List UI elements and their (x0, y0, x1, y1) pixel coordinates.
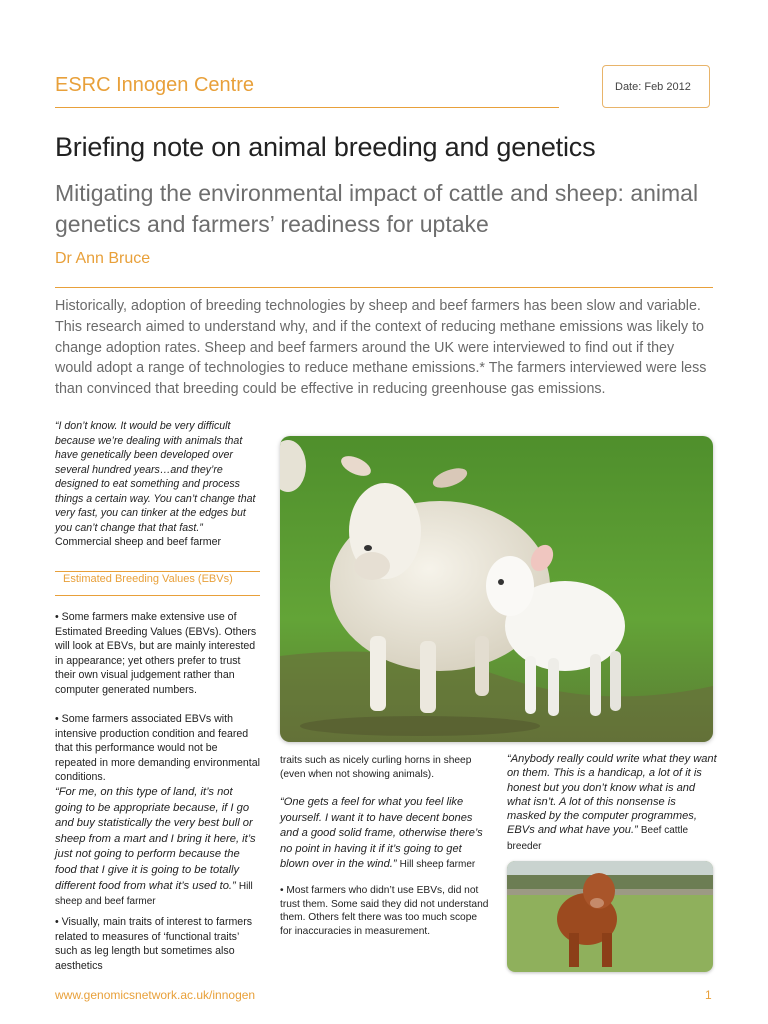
date-label: Date: Feb 2012 (615, 80, 691, 93)
author-name: Dr Ann Bruce (55, 250, 151, 267)
sheep-and-lamb-photo (280, 436, 713, 742)
page-title: Briefing note on animal breeding and genetics (55, 132, 596, 162)
centre-name: ESRC Innogen Centre (55, 74, 255, 96)
traits-continuation: traits such as nicely curling horns in sheep (even when not showing animals). (280, 755, 472, 780)
bull-photo (507, 861, 713, 972)
ebv-bullet-4: • Most farmers who didn’t use EBVs, did not trust them. Some said they did not understand them. Others felt there was too much scope for inaccuracies in measurement. (280, 885, 489, 937)
farmer-quote-1 (55, 419, 260, 550)
farmer-quote-3 (280, 795, 490, 873)
quote-1-text: “I don’t know. It would be very difficult because we’re dealing with animals that have genetically been developed over several hundred years…and they’re designed to eat something and process things a certain way. You can’t change that very fast, you can tinker at the edges but you can’t change that that fast.” (55, 420, 256, 534)
ebv-heading-rule-top (55, 571, 260, 572)
footer-url[interactable]: www.genomicsnetwork.ac.uk/innogen (55, 988, 256, 1002)
ebv-bullet-1: • Some farmers make extensive use of Estimated Breeding Values (EBVs). Others will look at EBVs, but are mainly interested in appearance; yet others prefer to trust their own visual judgement rather than computer generated numbers. (55, 611, 257, 696)
ebv-bullet-2: • Some farmers associated EBVs with intensive production condition and feared that this performance would not be repeated in more demanding environmental conditions. (55, 713, 260, 783)
ebv-section-heading: Estimated Breeding Values (EBVs) (63, 573, 233, 585)
quote-4-text: “Anybody really could write what they want on them. This is a handicap, a lot of it is honest but you don’t know what is and what isn’t. A lot of this nonsense is masked by the computer programmes, EBVs and what have you.” (507, 753, 717, 837)
farmer-quote-2 (55, 785, 260, 910)
header-divider (55, 107, 559, 108)
quote-2-text: “For me, on this type of land, it’s not going to be appropriate because, if I go and buy statistically the very best bull or sheep from a mart and I bring it here, it’s just not going to perform because the food that I give it is going to be totally different food from what it’s used to.” (55, 786, 256, 892)
ebv-bullet-3: • Visually, main traits of interest to farmers related to measures of ‘functional traits’ such as leg length but sometimes also aesthetics (55, 916, 253, 972)
quote-2-attribution: Hill sheep and beef farmer (55, 880, 253, 908)
ebv-heading-rule-bottom (55, 595, 260, 596)
intro-paragraph: Historically, adoption of breeding technologies by sheep and beef farmers has been slow and variable. This research aimed to understand why, and if the context of reducing methane emissions was likely to change adoption rates. Sheep and beef farmers around the UK were interviewed to find out if they would adopt a range of technologies to reduce methane emissions.* The farmers interviewed were less than convinced that breeding could be effective in reducing greenhouse gas emissions. (55, 298, 707, 398)
page-subtitle: Mitigating the environmental impact of cattle and sheep: animal genetics and farmers’ readiness for uptake (55, 180, 699, 237)
date-box (602, 65, 710, 108)
quote-1-attribution: Commercial sheep and beef farmer (55, 536, 222, 548)
page-number: 1 (705, 988, 712, 1002)
farmer-quote-4 (507, 752, 717, 854)
quote-4-attribution: Beef cattle breeder (507, 825, 689, 852)
intro-divider (55, 287, 713, 288)
quote-3-text: “One gets a feel for what you feel like yourself. I want it to have decent bones and a good solid frame, otherwise there’s no point in having it if it’s going to get blown over in the wind.” (280, 796, 483, 870)
quote-3-attribution: Hill sheep farmer (399, 859, 476, 870)
